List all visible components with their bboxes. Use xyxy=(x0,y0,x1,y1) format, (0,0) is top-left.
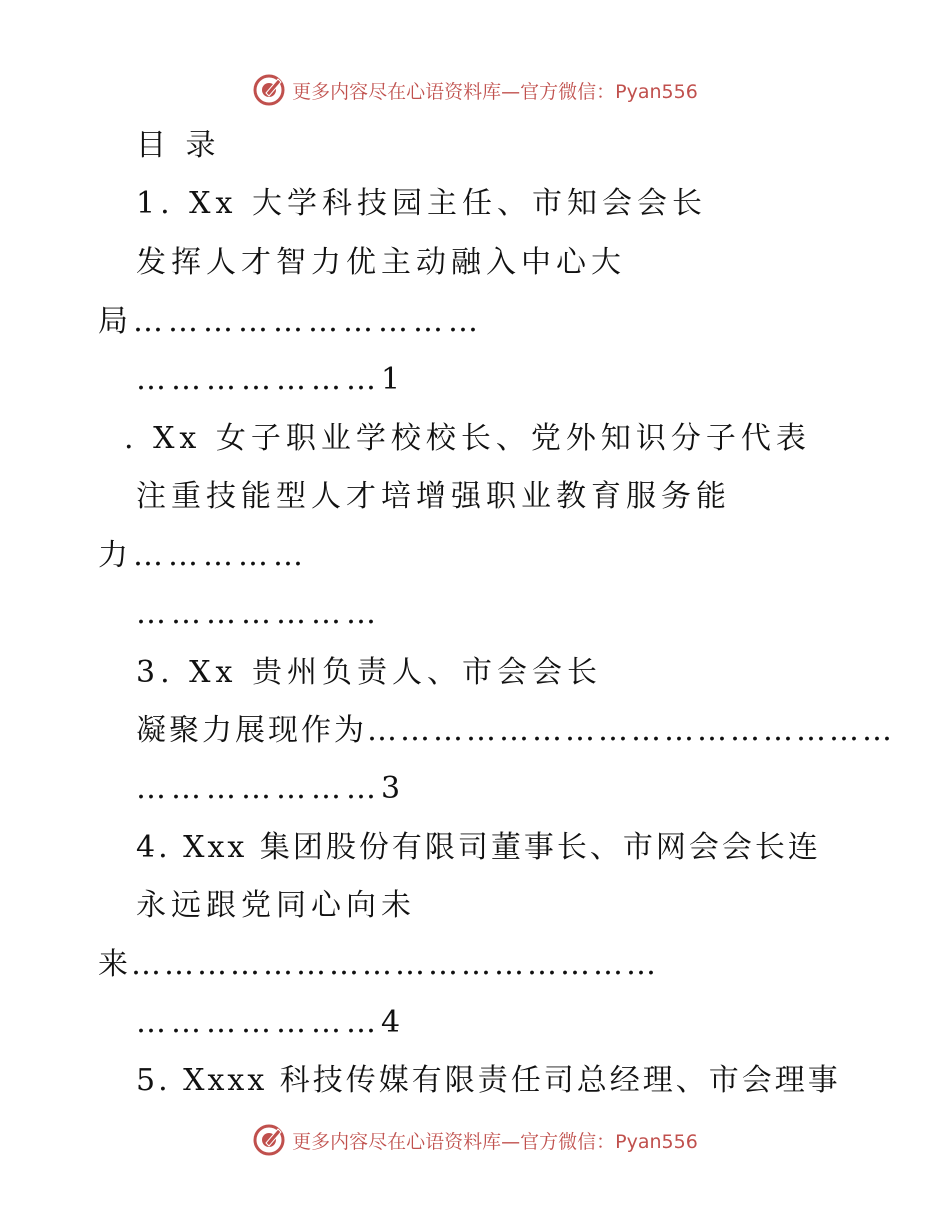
toc-entry-4-subtitle: 永远跟党同心向未 xyxy=(136,888,416,923)
toc-entry-1-leader: 局………………………… xyxy=(98,304,483,339)
toc-entry-1-page: …………………1 xyxy=(136,362,406,397)
toc-entry-2-subtitle: 注重技能型人才培增强职业教育服务能 xyxy=(136,479,731,514)
toc-entry-4-leader: 来………………………………………… xyxy=(98,947,659,982)
watermark-text: 更多内容尽在心语资料库—官方微信：Pyan556 xyxy=(292,1130,698,1153)
toc-entry-2-leader: 力…………… xyxy=(98,538,308,573)
toc-entry-2-title: . Xx 女子职业学校校长、党外知识分子代表 xyxy=(124,421,811,456)
toc-entry-4-page: …………………4 xyxy=(136,1005,406,1040)
pen-nib-logo-icon xyxy=(252,1123,286,1157)
header-watermark xyxy=(0,70,950,110)
toc-entry-3-page: …………………3 xyxy=(136,771,406,806)
toc-heading: 目 录 xyxy=(136,128,221,163)
footer-watermark xyxy=(0,1120,950,1160)
toc-entry-1-subtitle: 发挥人才智力优主动融入中心大 xyxy=(136,245,626,280)
watermark-text: 更多内容尽在心语资料库—官方微信：Pyan556 xyxy=(292,80,698,103)
toc-entry-4-title: 4. Xxx 集团股份有限司董事长、市网会会长连 xyxy=(136,830,821,865)
pen-nib-logo-icon xyxy=(252,73,286,107)
toc-entry-2-page: ………………… xyxy=(136,596,381,631)
toc-entry-1-title: 1. Xx 大学科技园主任、市知会会长 xyxy=(136,186,707,221)
toc-entry-5-title: 5. Xxxx 科技传媒有限责任司总经理、市会理事 xyxy=(136,1063,841,1098)
toc-entry-3-subtitle: 凝聚力展现作为………………………………………… xyxy=(136,713,895,748)
toc-entry-3-title: 3. Xx 贵州负责人、市会会长 xyxy=(136,655,602,690)
